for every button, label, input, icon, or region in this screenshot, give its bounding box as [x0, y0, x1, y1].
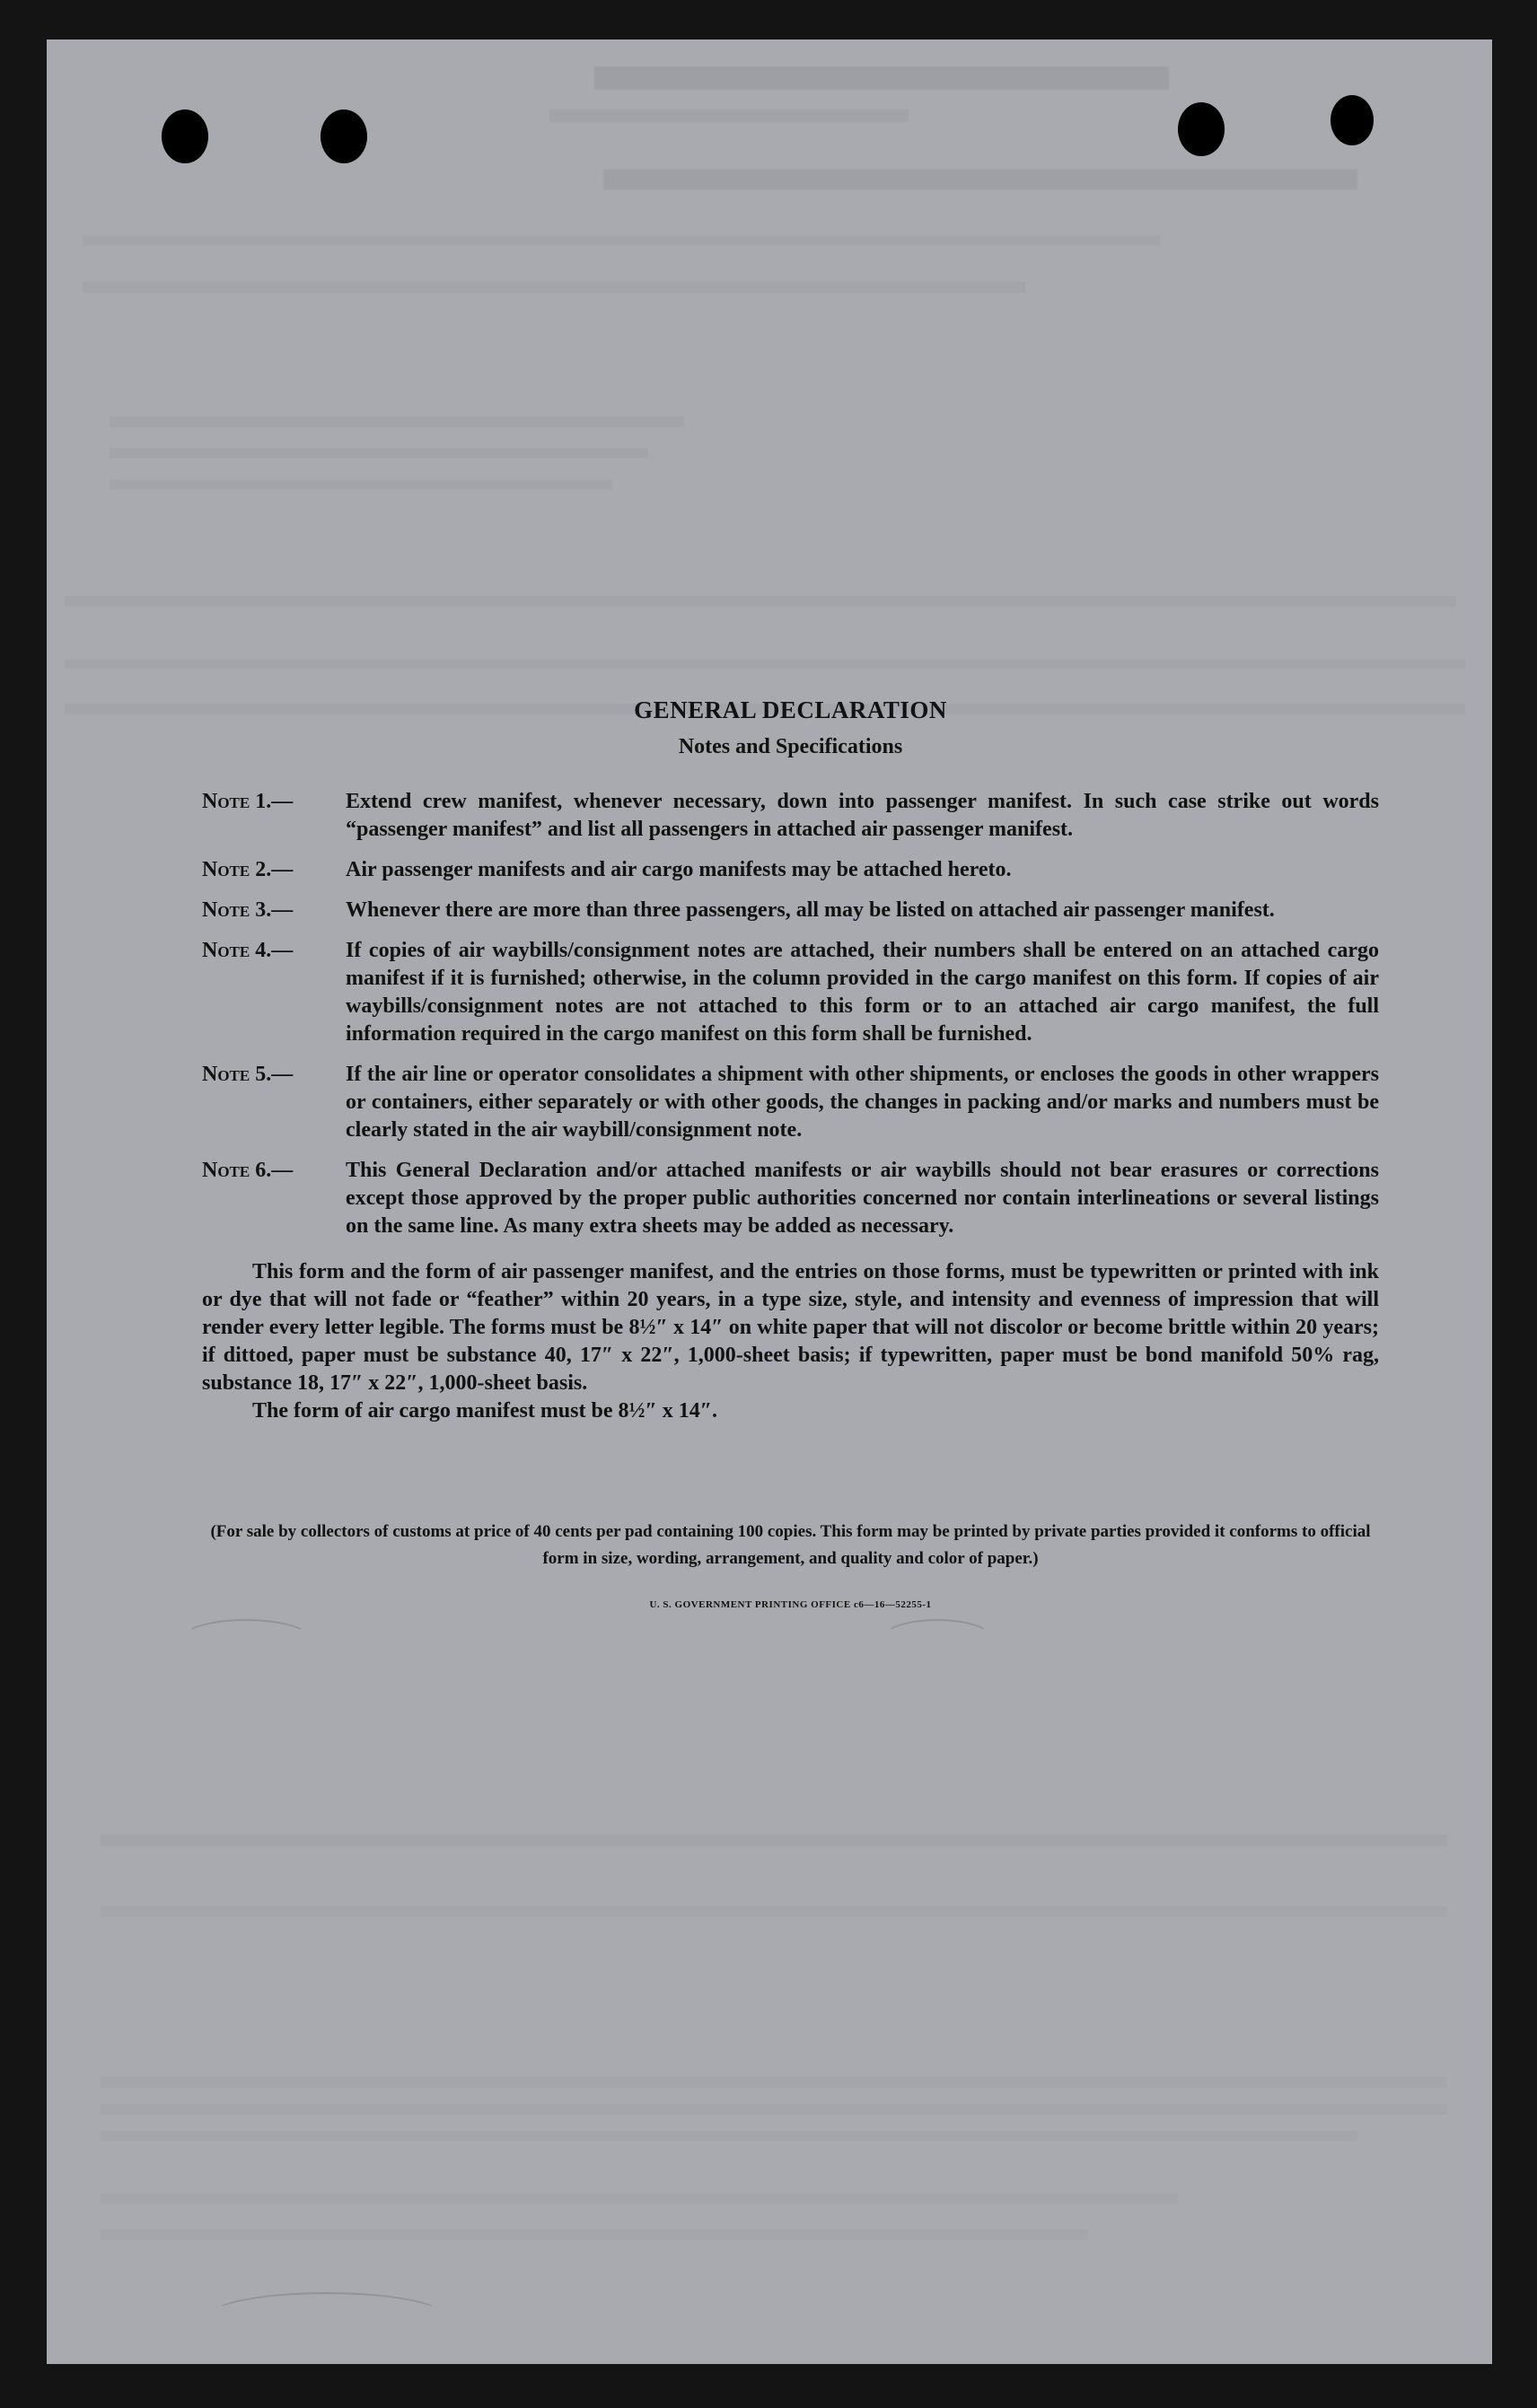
note-6 — [202, 1157, 1379, 1240]
note-4 — [202, 937, 1379, 1048]
note-label: Note 6.— — [202, 1159, 294, 1182]
note-label: Note 2.— — [202, 858, 294, 881]
note-1 — [202, 788, 1379, 844]
punch-hole — [162, 109, 208, 163]
note-5 — [202, 1061, 1379, 1144]
paper-specification-paragraph: This form and the form of air passenger manifest, and the entries on those forms, must be typewritten or printed with ink or dye that will not fade or “feather” within 20 years, in a type size, style, and intensity and evenness of impression that will render every letter legible. The forms must be 8½″ x 14″ on white paper that will not discolor or become brittle within 20 years; if dittoed, paper must be substance 40, 17″ x 22″, 1,000-sheet basis; if typewritten, paper must be bond manifold 50% rag, substance 18, 17″ x 22″, 1,000-sheet basis. — [202, 1260, 1379, 1395]
note-label: Note 5.— — [202, 1063, 294, 1086]
punch-hole — [1178, 102, 1225, 156]
document-subtitle: Notes and Specifications — [678, 735, 903, 758]
punch-hole — [1331, 95, 1374, 145]
cargo-manifest-size: The form of air cargo manifest must be 8½″ x 14″. — [252, 1399, 717, 1423]
note-label: Note 3.— — [202, 898, 294, 922]
notes-list — [202, 788, 1379, 1240]
note-2 — [202, 856, 1379, 884]
note-text: If copies of air waybills/consignment notes are attached, their numbers shall be entered on an attached cargo manifest if it is furnished; otherwise, in the column provided in the cargo manifest on this form. If copies of air waybills/consignment notes are not attached to this form or to an attached air cargo manifest, the full information required in the cargo manifest on this form shall be furnished. — [346, 939, 1379, 1046]
declaration-notes — [202, 650, 1379, 1610]
note-text: Air passenger manifests and air cargo manifests may be attached hereto. — [346, 858, 1012, 881]
document-page — [47, 39, 1492, 2364]
note-text: Extend crew manifest, whenever necessary, down into passenger manifest. In such case strike out words “passenger manifest” and list all passengers in attached air passenger manifest. — [346, 790, 1379, 841]
sale-notice: (For sale by collectors of customs at price of 40 cents per pad containing 100 copies. This form may be printed by private parties provided it conforms to official form in size, wording, arrangement, and quality and color of paper.) — [210, 1522, 1371, 1568]
punch-hole — [321, 109, 367, 163]
document-title: GENERAL DECLARATION — [634, 696, 947, 723]
note-text: If the air line or operator consolidates a shipment with other shipments, or encloses the goods in other wrappers or containers, either separately or with other goods, the changes in packing and/or marks and numbers must be clearly stated in the air waybill/consignment note. — [346, 1063, 1379, 1142]
note-label: Note 1.— — [202, 790, 294, 813]
note-3 — [202, 897, 1379, 924]
note-text: This General Declaration and/or attached manifests or air waybills should not bear erasures or corrections except those approved by the proper public authorities concerned nor contain interlineations or several listings on the same line. As many extra sheets may be added as necessary. — [346, 1159, 1379, 1238]
note-label: Note 4.— — [202, 939, 294, 962]
printing-office-imprint: U. S. GOVERNMENT PRINTING OFFICE c6—16—52255-1 — [649, 1599, 932, 1610]
note-text: Whenever there are more than three passengers, all may be listed on attached air passenger manifest. — [346, 898, 1275, 922]
